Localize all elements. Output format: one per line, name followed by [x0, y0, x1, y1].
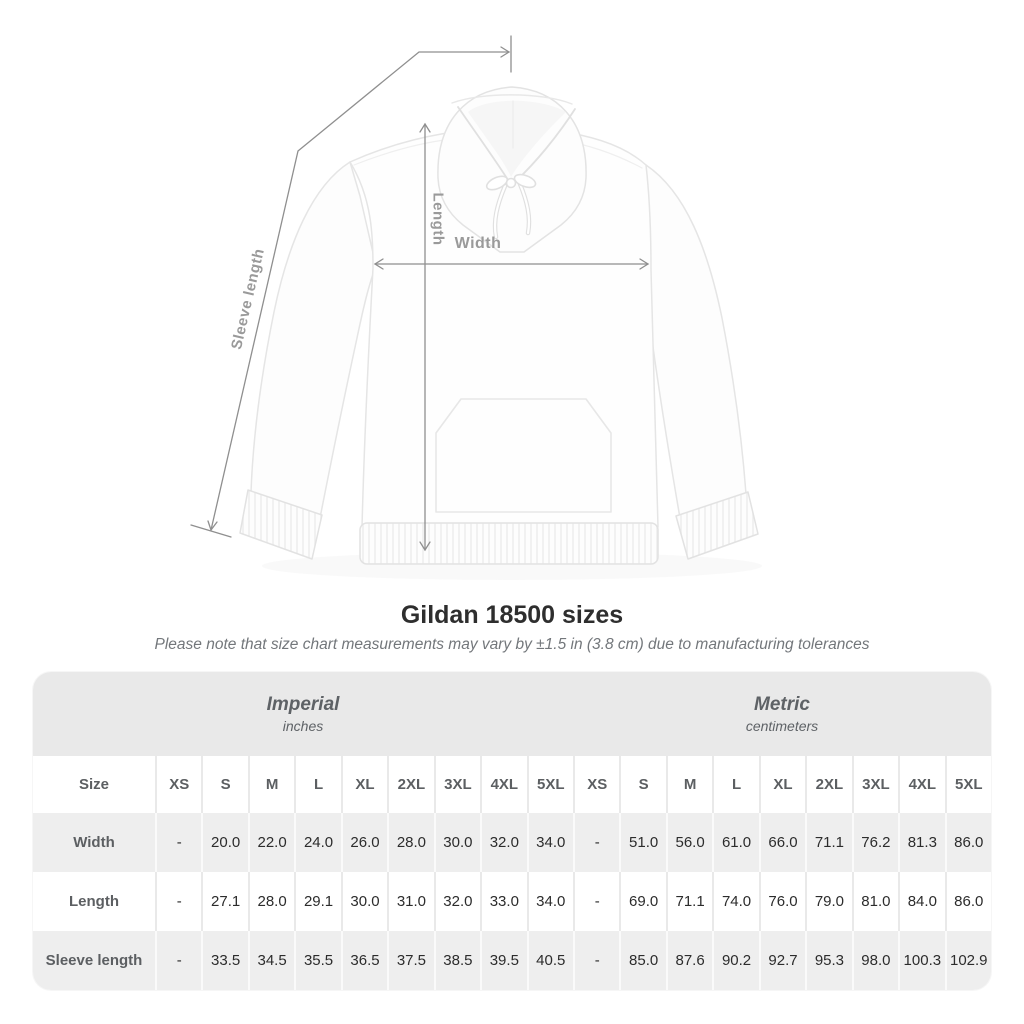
table-row	[33, 813, 991, 872]
metric-value-cell: 81.3	[898, 813, 944, 872]
sleeve-length-dimension-label: Sleeve length	[228, 246, 268, 352]
imperial-value-cell: 37.5	[387, 931, 433, 990]
imperial-size-header-cell: 5XL	[527, 756, 573, 813]
metric-label: Metric	[754, 694, 810, 715]
metric-value-cell: 98.0	[852, 931, 898, 990]
metric-value-cell: 71.1	[805, 813, 851, 872]
size-column-header: Size	[78, 776, 109, 793]
table-row	[33, 931, 991, 990]
metric-value-cell: 76.2	[852, 813, 898, 872]
metric-value-cell: 76.0	[759, 872, 805, 931]
imperial-value-cell: 26.0	[341, 813, 387, 872]
imperial-group-header	[33, 672, 573, 756]
imperial-value-cell: 30.0	[434, 813, 480, 872]
imperial-value-cell: 27.1	[201, 872, 247, 931]
imperial-value-cell: 38.5	[434, 931, 480, 990]
imperial-value-cell: 32.0	[480, 813, 526, 872]
metric-value-cell: 85.0	[619, 931, 665, 990]
metric-size-header-cell: 4XL	[898, 756, 944, 813]
measurement-label-cell: Width	[73, 834, 115, 851]
imperial-unit-label: inches	[282, 718, 324, 734]
metric-value-cell: 79.0	[805, 872, 851, 931]
imperial-size-header-cell: XL	[341, 756, 387, 813]
imperial-value-cell: 31.0	[387, 872, 433, 931]
metric-value-cell: 86.0	[945, 872, 991, 931]
metric-value-cell: 84.0	[898, 872, 944, 931]
waistband	[360, 523, 658, 564]
metric-value-cell: 100.3	[898, 931, 944, 990]
imperial-size-header-cell: 3XL	[434, 756, 480, 813]
imperial-value-cell: 29.1	[294, 872, 340, 931]
metric-value-cell: 69.0	[619, 872, 665, 931]
imperial-value-cell: 40.5	[527, 931, 573, 990]
size-table	[33, 672, 991, 990]
imperial-size-header-cell: 2XL	[387, 756, 433, 813]
metric-value-cell: -	[573, 813, 619, 872]
metric-value-cell: 81.0	[852, 872, 898, 931]
metric-value-cell: -	[573, 931, 619, 990]
kangaroo-pocket	[436, 399, 611, 512]
imperial-value-cell: -	[155, 931, 201, 990]
hoodie-illustration	[240, 87, 758, 564]
metric-size-header-cell: 2XL	[805, 756, 851, 813]
imperial-value-cell: 20.0	[201, 813, 247, 872]
imperial-value-cell: 33.5	[201, 931, 247, 990]
measurement-label-cell: Sleeve length	[45, 952, 143, 969]
imperial-value-cell: 28.0	[387, 813, 433, 872]
page-title: Gildan 18500 sizes	[400, 601, 624, 629]
imperial-size-header-cell: L	[294, 756, 340, 813]
metric-group-header	[573, 672, 991, 756]
imperial-value-cell: 33.0	[480, 872, 526, 931]
metric-value-cell: 51.0	[619, 813, 665, 872]
imperial-value-cell: 32.0	[434, 872, 480, 931]
imperial-size-header-cell: S	[201, 756, 247, 813]
metric-value-cell: 66.0	[759, 813, 805, 872]
imperial-value-cell: 28.0	[248, 872, 294, 931]
metric-value-cell: 61.0	[712, 813, 758, 872]
length-dimension-label: Length	[429, 192, 447, 246]
table-row	[33, 872, 991, 931]
imperial-value-cell: 34.0	[527, 813, 573, 872]
metric-value-cell: -	[573, 872, 619, 931]
unit-group-row	[33, 672, 991, 756]
metric-value-cell: 102.9	[945, 931, 991, 990]
metric-value-cell: 71.1	[666, 872, 712, 931]
imperial-value-cell: 34.0	[527, 872, 573, 931]
imperial-label: Imperial	[266, 694, 340, 715]
metric-size-header-cell: M	[666, 756, 712, 813]
imperial-value-cell: 30.0	[341, 872, 387, 931]
metric-value-cell: 90.2	[712, 931, 758, 990]
imperial-value-cell: -	[155, 813, 201, 872]
metric-unit-label: centimeters	[745, 718, 819, 734]
metric-value-cell: 56.0	[666, 813, 712, 872]
tolerance-note: Please note that size chart measurements may vary by ±1.5 in (3.8 cm) due to manufacturing tolerances	[154, 636, 870, 653]
metric-size-header-cell: XS	[573, 756, 619, 813]
measurement-label-cell: Length	[69, 893, 119, 910]
imperial-value-cell: 24.0	[294, 813, 340, 872]
imperial-size-header-cell: M	[248, 756, 294, 813]
metric-size-header-cell: XL	[759, 756, 805, 813]
imperial-value-cell: 36.5	[341, 931, 387, 990]
imperial-value-cell: -	[155, 872, 201, 931]
imperial-value-cell: 39.5	[480, 931, 526, 990]
metric-value-cell: 92.7	[759, 931, 805, 990]
imperial-value-cell: 22.0	[248, 813, 294, 872]
metric-value-cell: 87.6	[666, 931, 712, 990]
width-dimension-label: Width	[454, 235, 502, 252]
metric-size-header-cell: L	[712, 756, 758, 813]
imperial-size-header-cell: 4XL	[480, 756, 526, 813]
metric-value-cell: 86.0	[945, 813, 991, 872]
left-sleeve	[251, 162, 376, 518]
imperial-value-cell: 34.5	[248, 931, 294, 990]
imperial-value-cell: 35.5	[294, 931, 340, 990]
size-header-row	[33, 756, 991, 813]
metric-value-cell: 95.3	[805, 931, 851, 990]
metric-size-header-cell: 5XL	[945, 756, 991, 813]
imperial-size-header-cell: XS	[155, 756, 201, 813]
metric-value-cell: 74.0	[712, 872, 758, 931]
metric-size-header-cell: S	[619, 756, 665, 813]
metric-size-header-cell: 3XL	[852, 756, 898, 813]
